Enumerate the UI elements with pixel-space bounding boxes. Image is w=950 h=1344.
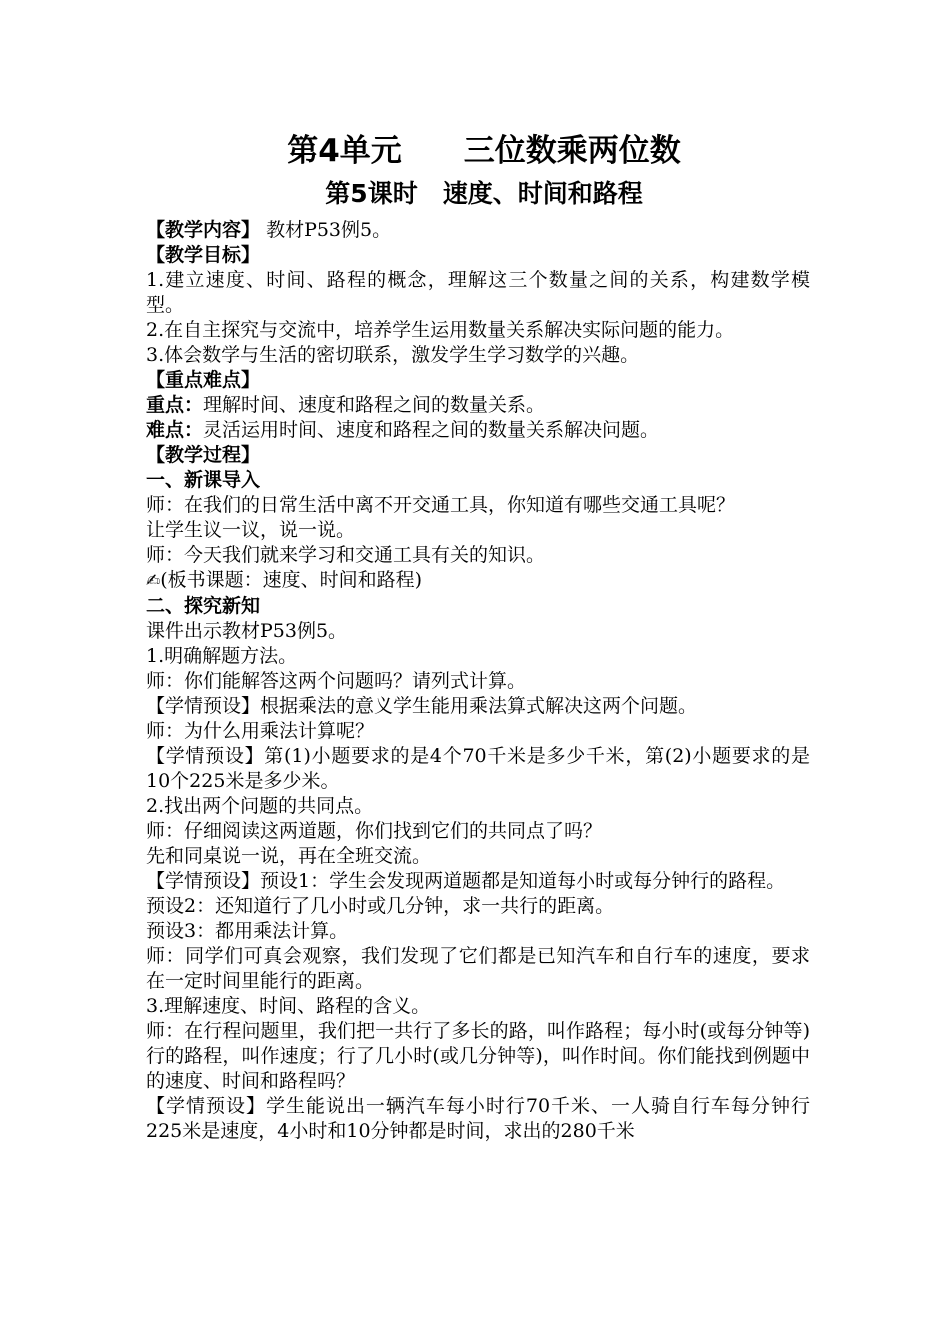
unit-title: 第4单元 三位数乘两位数	[287, 133, 681, 169]
paragraph: 师：在行程问题里，我们把一共行了多长的路，叫作路程；每小时(或每分钟等)行的路程，叫作速度；行了几小时(或几分钟等)，叫作时间。你们能找到例题中的速度、时间和路程吗？	[146, 1020, 810, 1092]
paragraph: 让学生议一议，说一说。	[146, 519, 356, 541]
paragraph: 1.明确解题方法。	[146, 645, 298, 667]
paragraph: 课件出示教材P53例5。	[146, 620, 348, 642]
pen-icon: ✍	[146, 571, 161, 591]
paragraph: 【学情预设】预设1：学生会发现两道题都是知道每小时或每分钟行的路程。	[146, 870, 786, 892]
board-note	[146, 568, 810, 594]
lesson-document	[146, 128, 810, 1144]
paragraph: 师：你们能解答这两个问题吗？请列式计算。	[146, 670, 527, 692]
section-heading: 一、新课导入	[146, 469, 261, 491]
paragraph: 师：同学们可真会观察，我们发现了它们都是已知汽车和自行车的速度，要求在一定时间里能行的距离。	[146, 945, 810, 992]
paragraph: 【学情预设】学生能说出一辆汽车每小时行70千米、一人骑自行车每分钟行225米是速度，4小时和10分钟都是时间，求出的280千米	[146, 1095, 810, 1142]
paragraph: 预设3：都用乘法计算。	[146, 920, 349, 942]
section-heading: 二、探究新知	[146, 595, 261, 617]
focus-label: 重点：	[146, 394, 204, 416]
objective-item: 3.体会数学与生活的密切联系，激发学生学习数学的兴趣。	[146, 344, 640, 366]
paragraph: 【学情预设】根据乘法的意义学生能用乘法算式解决这两个问题。	[146, 695, 698, 717]
paragraph: 【学情预设】第(1)小题要求的是4个70千米是多少千米，第(2)小题要求的是10个225米是多少米。	[146, 745, 810, 792]
paragraph: 师：仔细阅读这两道题，你们找到它们的共同点了吗？	[146, 820, 603, 842]
objective-item: 1.建立速度、时间、路程的概念，理解这三个数量之间的关系，构建数学模型。	[146, 269, 810, 316]
process-label: 【教学过程】	[146, 444, 261, 466]
lesson-title: 第5课时 速度、时间和路程	[325, 179, 643, 208]
teaching-content	[146, 218, 810, 243]
paragraph: 3.理解速度、时间、路程的含义。	[146, 995, 431, 1017]
focus-text: 理解时间、速度和路程之间的数量关系。	[203, 394, 546, 416]
objectives-label: 【教学目标】	[146, 244, 261, 266]
focus-point	[146, 393, 810, 418]
paragraph: 师：在我们的日常生活中离不开交通工具，你知道有哪些交通工具呢？	[146, 494, 736, 516]
difficulty-label: 难点：	[146, 419, 204, 441]
paragraph: 先和同桌说一说，再在全班交流。	[146, 845, 432, 867]
key-points-label: 【重点难点】	[146, 369, 261, 391]
paragraph: 2.找出两个问题的共同点。	[146, 795, 374, 817]
teaching-content-text: 教材P53例5。	[266, 219, 392, 241]
difficulty-point	[146, 418, 810, 443]
paragraph: 师：为什么用乘法计算呢？	[146, 720, 375, 742]
teaching-content-label: 【教学内容】	[146, 219, 261, 241]
board-note-text: (板书课题：速度、时间和路程)	[160, 569, 423, 591]
objective-item: 2.在自主探究与交流中，培养学生运用数量关系解决实际问题的能力。	[146, 319, 735, 341]
paragraph: 预设2：还知道行了几小时或几分钟，求一共行的距离。	[146, 895, 615, 917]
difficulty-text: 灵活运用时间、速度和路程之间的数量关系解决问题。	[203, 419, 660, 441]
paragraph: 师：今天我们就来学习和交通工具有关的知识。	[146, 544, 546, 566]
